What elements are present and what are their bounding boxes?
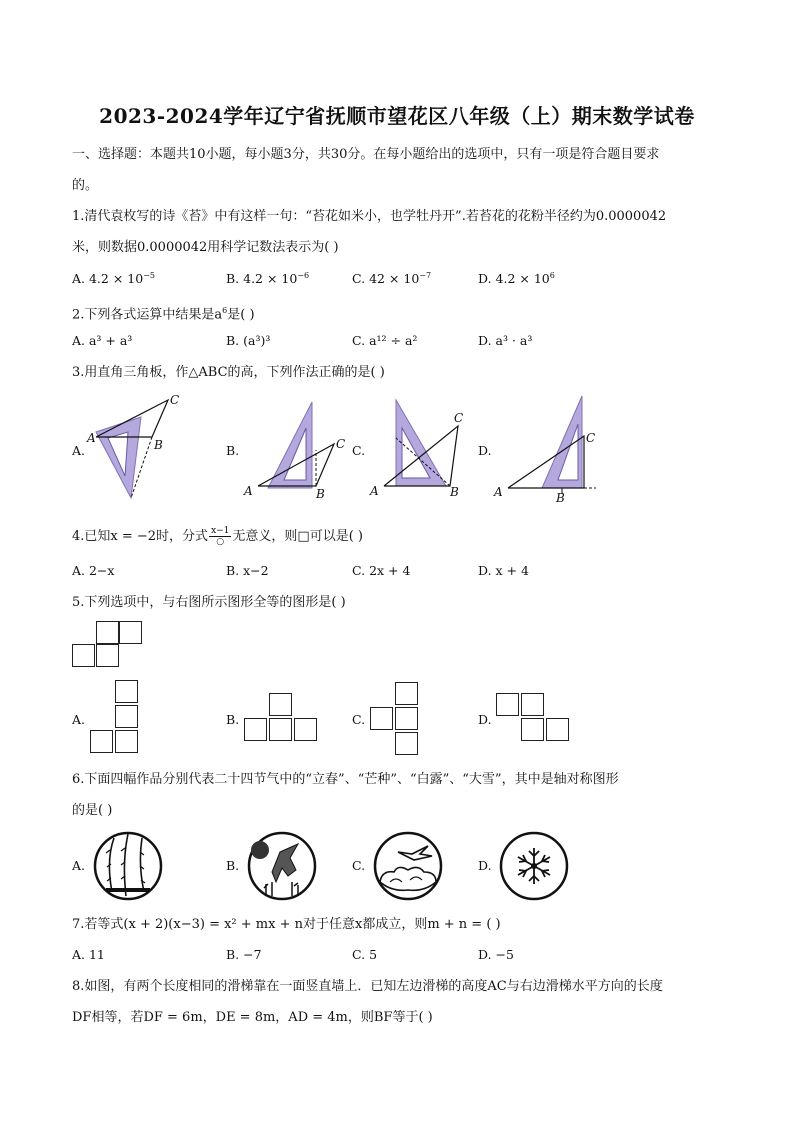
q3-option-d: D. — [478, 443, 492, 458]
q2-option-b: B. (a³)³ — [226, 333, 271, 348]
section-heading-line1: 一、选择题：本题共10小题，每小题3分，共30分。在每小题给出的选项中，只有一项是符合题目要求 — [72, 147, 660, 162]
q6-figure-snowflake — [498, 830, 570, 902]
q3a-label-b: B — [154, 438, 163, 452]
q5-option-a: A. — [72, 712, 86, 727]
q3a-label-a: A — [87, 431, 96, 445]
q6-option-c: C. — [352, 858, 366, 873]
q4-stem: 4.已知x = −2时，分式 x−1 ○ 无意义，则□可以是( ) — [72, 526, 363, 547]
q2-stem: 2.下列各式运算中结果是$a^6$是( ) — [72, 306, 255, 323]
q3c-label-b: B — [450, 485, 459, 499]
q2-option-c: C. a¹² ÷ a² — [352, 333, 418, 348]
q1-stem-line2: 米，则数据0.0000042用科学记数法表示为( ) — [72, 240, 339, 255]
q3d-label-b: B — [556, 491, 565, 504]
q4-fraction-numerator: x−1 — [211, 526, 230, 536]
q7-option-c: C. 5 — [352, 947, 378, 962]
q3-stem: 3.用直角三角板，作△ABC的高，下列作法正确的是( ) — [72, 365, 385, 380]
q7-option-a: A. 11 — [72, 947, 105, 962]
q6-stem-line1: 6.下面四幅作品分别代表二十四节气中的“立春”、“芒种”、“白露”、“大雪”，其中是轴对称图形 — [72, 772, 619, 787]
q3a-label-c: C — [170, 393, 180, 407]
q1-stem-line1: 1.清代袁枚写的诗《苔》中有这样一句：“苔花如米小，也学牡丹开”.若苔花的花粉半径约为0.0000042 — [72, 209, 667, 224]
q1-option-a: A. $4.2 \times 10^{-5}$ — [72, 271, 155, 287]
q3-figure-d — [492, 392, 612, 504]
q2-option-d: D. a³ · a³ — [478, 333, 533, 348]
q7-stem: 7.若等式(x + 2)(x−3) = x² + mx + n对于任意x都成立，则m + n = ( ) — [72, 917, 501, 932]
q5-option-c: C. — [352, 712, 366, 727]
q6-option-a: A. — [72, 858, 86, 873]
q6-figure-white-dew-bird — [372, 830, 444, 902]
q5-stem: 5.下列选项中，与右图所示图形全等的图形是( ) — [72, 595, 346, 610]
q3-option-b: B. — [226, 443, 240, 458]
q3c-label-c: C — [454, 411, 464, 425]
q4-fraction-denominator: ○ — [216, 537, 225, 547]
q7-option-d: D. −5 — [478, 947, 514, 962]
q6-figure-grain-farmer — [246, 830, 318, 902]
q2-option-a: A. a³ + a³ — [72, 333, 133, 348]
q3b-label-c: C — [336, 437, 346, 451]
q3b-label-b: B — [316, 487, 325, 501]
q1-option-c: C. $42 \times 10^{-7}$ — [352, 271, 432, 287]
q4-option-c: C. 2x + 4 — [352, 563, 411, 578]
q6-stem-line2: 的是( ) — [72, 803, 113, 818]
q3-figure-c — [366, 398, 470, 502]
section-heading-line2: 的。 — [72, 178, 99, 193]
q6-option-d: D. — [478, 858, 492, 873]
q5-option-b: B. — [226, 712, 240, 727]
q8-stem-line1: 8.如图，有两个长度相同的滑梯靠在一面竖直墙上．已知左边滑梯的高度AC与右边滑梯水平方向的长度 — [72, 979, 663, 994]
q6-option-b: B. — [226, 858, 240, 873]
q3-figure-a — [86, 392, 196, 504]
q5-option-d: D. — [478, 712, 492, 727]
q3d-label-c: C — [586, 431, 596, 445]
q4-option-a: A. 2−x — [72, 563, 115, 578]
q8-stem-line2: DF相等，若DF = 6m，DE = 8m，AD = 4m，则BF等于( ) — [72, 1010, 433, 1025]
q6-figure-spring-willow — [92, 830, 164, 902]
q4-option-b: B. x−2 — [226, 563, 269, 578]
q1-option-d: D. $4.2 \times 10^6$ — [478, 271, 555, 287]
q4-option-d: D. x + 4 — [478, 563, 529, 578]
q3-option-c: C. — [352, 443, 366, 458]
page-title: 2023-2024学年辽宁省抚顺市望花区八年级（上）期末数学试卷 — [99, 104, 695, 128]
q7-option-b: B. −7 — [226, 947, 262, 962]
q3-option-a: A. — [72, 443, 86, 458]
q1-option-b: B. $4.2 \times 10^{-6}$ — [226, 271, 310, 287]
q3d-label-a: A — [494, 485, 503, 499]
q3b-label-a: A — [244, 484, 253, 498]
q3c-label-a: A — [370, 484, 379, 498]
q3-figure-b — [240, 400, 350, 502]
